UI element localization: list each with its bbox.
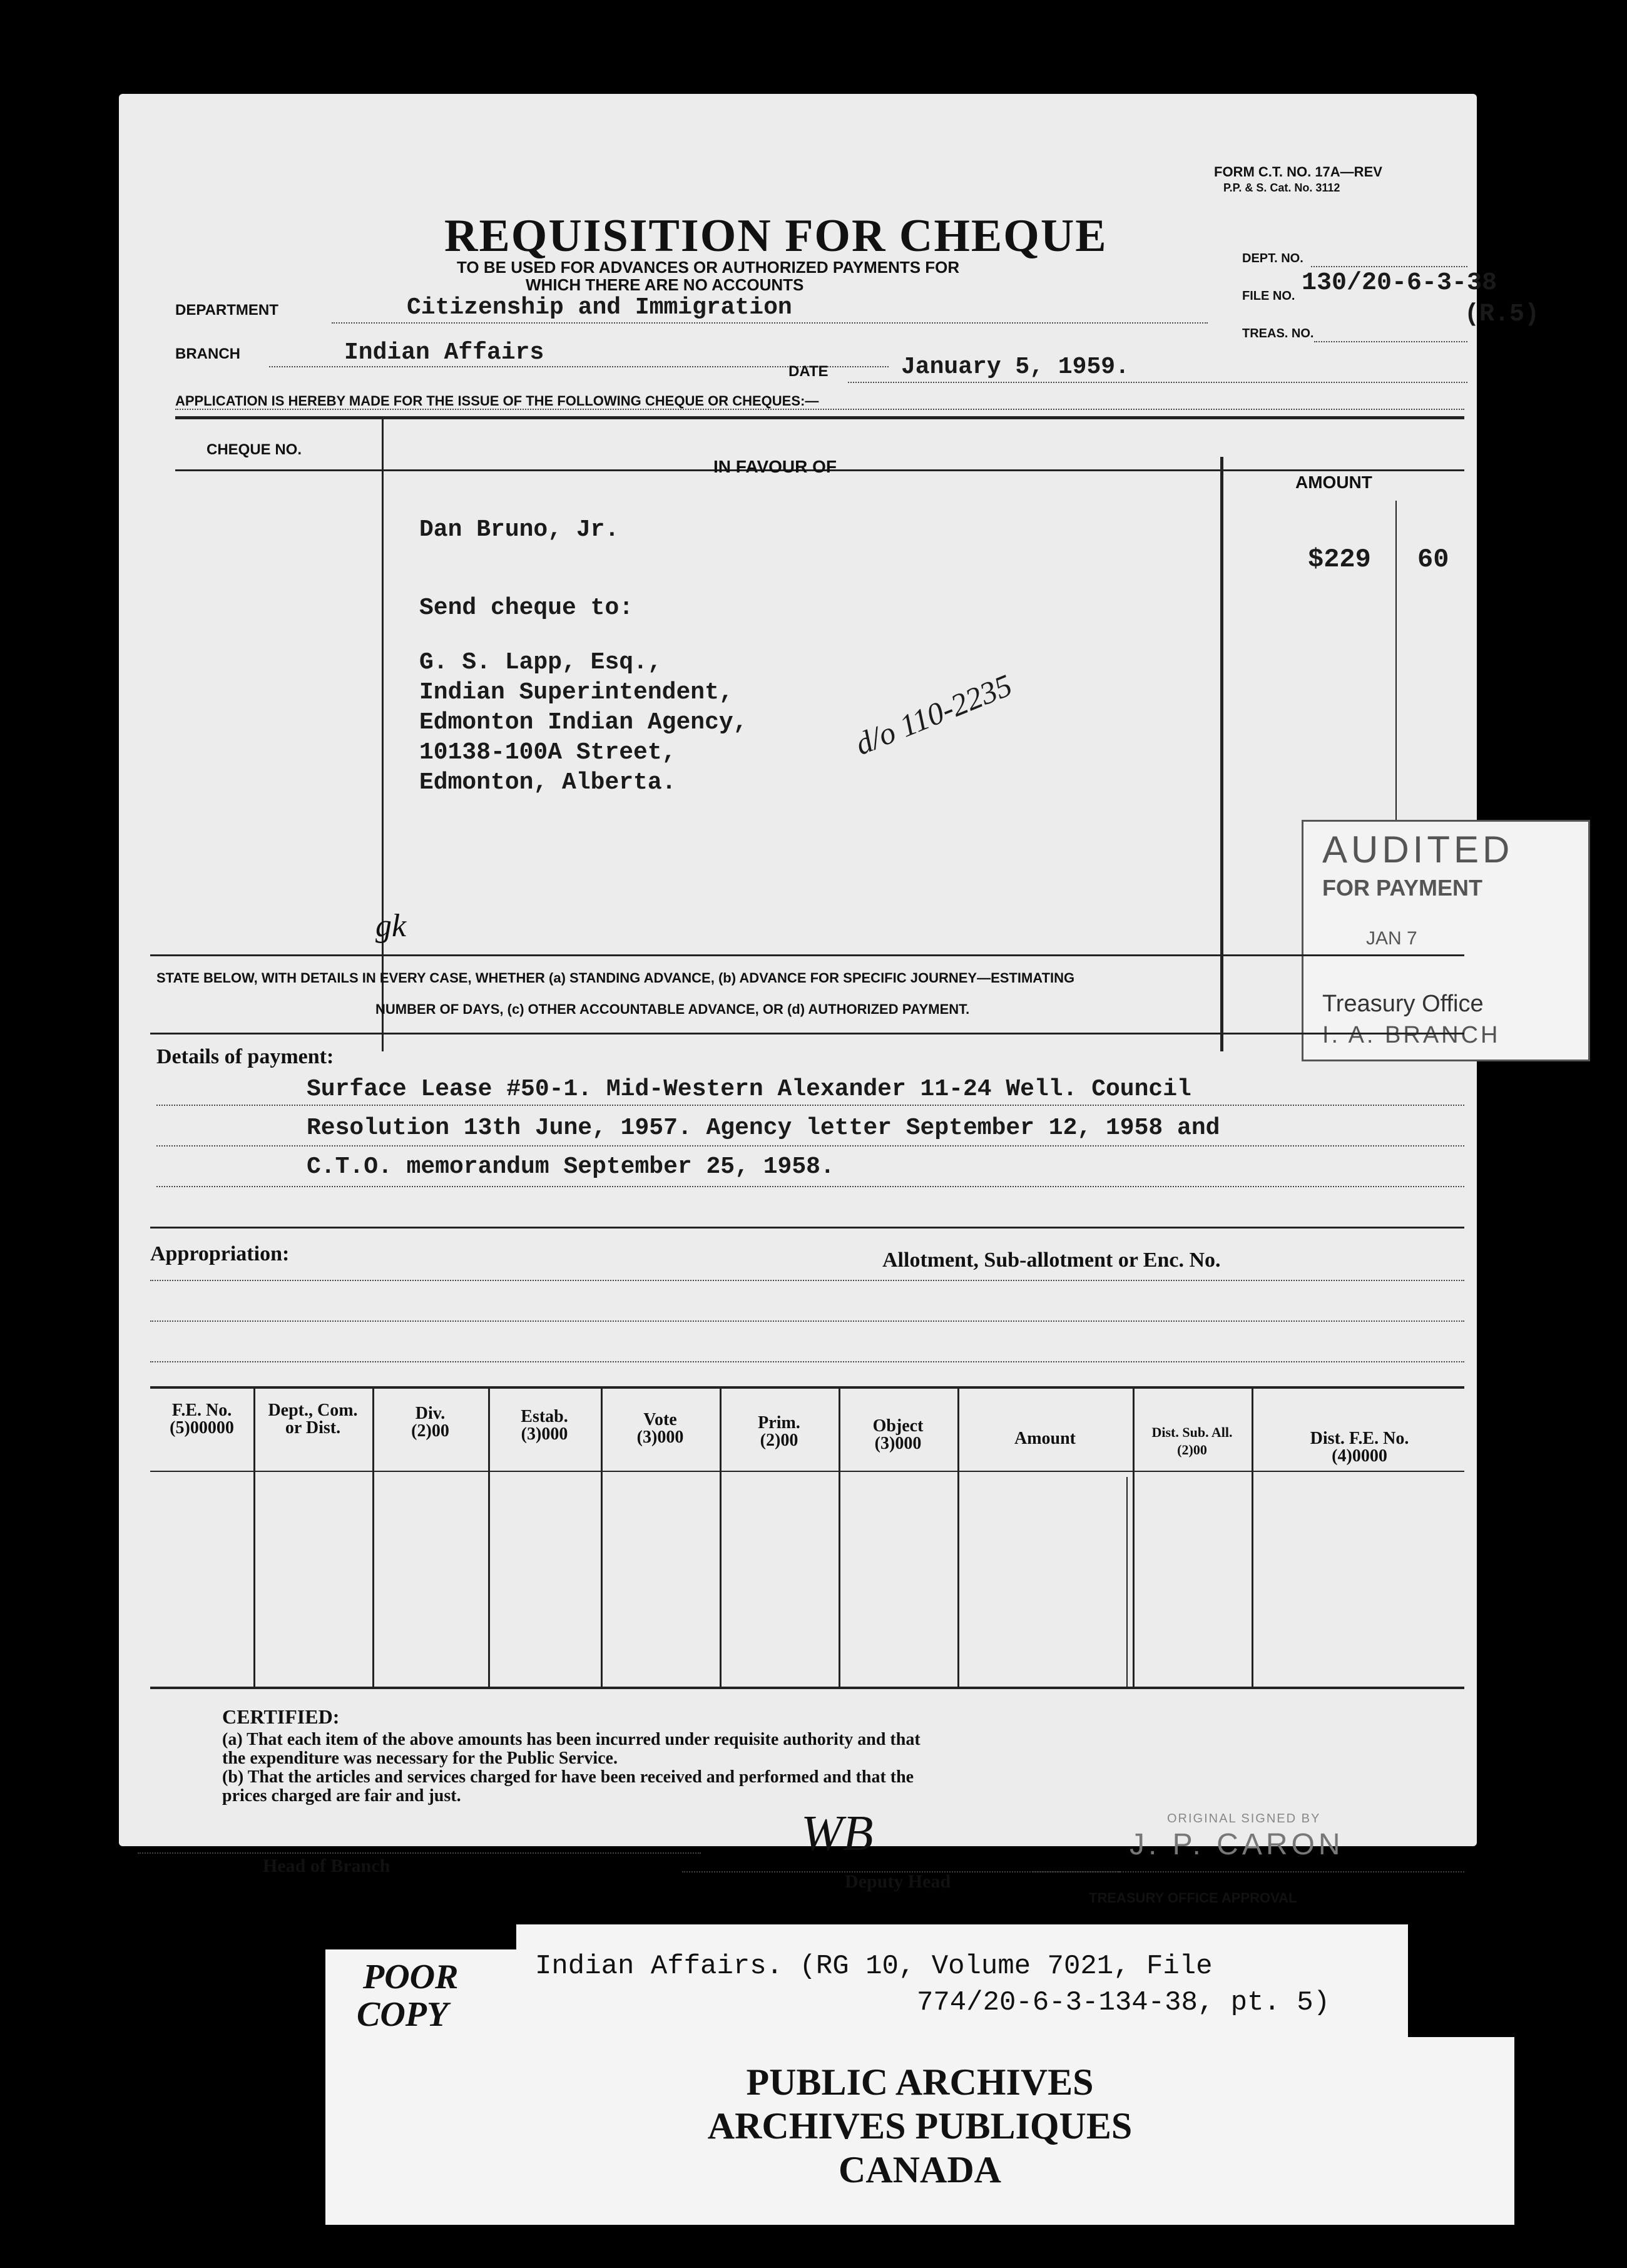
form-number: FORM C.T. NO. 17A—REV (1214, 164, 1382, 180)
payee-address (419, 648, 748, 798)
col-dept-com: Dept., Com. or Dist. (268, 1401, 358, 1438)
file-no-label: FILE NO. (1242, 289, 1295, 303)
deputy-head-label: Deputy Head (845, 1871, 951, 1892)
original-signed-label: ORIGINAL SIGNED BY (1167, 1812, 1321, 1826)
deputy-head-initials: WB (801, 1806, 874, 1861)
archive-reference-line-2: 774/20-6-3-134-38, pt. 5) (917, 1987, 1330, 2018)
poor-copy-line-1: POOR (363, 1958, 459, 1996)
archive-reference-line-1: Indian Affairs. (RG 10, Volume 7021, File (535, 1951, 1213, 1982)
signer-name: J. P. CARON (1130, 1828, 1344, 1861)
audited-stamp (1302, 820, 1590, 1061)
department-label: DEPARTMENT (175, 302, 278, 319)
treasury-approval-label: TREASURY OFFICE APPROVAL (1089, 1890, 1297, 1906)
address-line: Edmonton, Alberta. (419, 769, 676, 796)
col-fe-no: F.E. No. (5)00000 (170, 1401, 234, 1438)
details-of-payment (307, 1070, 1220, 1187)
archives-line-1: PUBLIC ARCHIVES (746, 2061, 1094, 2103)
col-vote: Vote (3)000 (636, 1410, 684, 1447)
form-subtitle-1: TO BE USED FOR ADVANCES OR AUTHORIZED PAYMENTS FOR (457, 258, 960, 277)
handwritten-code: d/o 110-2235 (850, 667, 1017, 762)
stamp-line-3: JAN 7 (1366, 928, 1417, 949)
catalogue-number: P.P. & S. Cat. No. 3112 (1223, 181, 1340, 194)
archive-reference-label (516, 1924, 1408, 2056)
certified-label: CERTIFIED: (222, 1705, 340, 1728)
certified-a: (a) That each item of the above amounts has been incurred under requisite authority and that the expenditure was necessary for the Public Service. (222, 1730, 921, 1768)
branch-label: BRANCH (175, 345, 240, 362)
col-prim: Prim. (2)00 (758, 1413, 800, 1450)
amount-dollars: $229 (1308, 544, 1371, 575)
col-cheque-no: CHEQUE NO. (207, 441, 302, 458)
form-subtitle-2: WHICH THERE ARE NO ACCOUNTS (526, 275, 804, 294)
date-value: January 5, 1959. (901, 354, 1130, 381)
send-cheque-to: Send cheque to: (419, 595, 634, 621)
allotment-label: Allotment, Sub-allotment or Enc. No. (882, 1249, 1221, 1272)
poor-copy-line-2: COPY (357, 1995, 449, 2034)
head-of-branch-label: Head of Branch (263, 1856, 390, 1876)
treas-no-label: TREAS. NO. (1242, 327, 1314, 340)
state-below-line-2: NUMBER OF DAYS, (c) OTHER ACCOUNTABLE ADVANCE, OR (d) AUTHORIZED PAYMENT. (375, 1001, 970, 1017)
col-dist-fe-no: Dist. F.E. No. (4)0000 (1310, 1429, 1409, 1466)
payee-name: Dan Bruno, Jr. (419, 516, 620, 543)
col-dist-sub-all: Dist. Sub. All. (2)00 (1151, 1424, 1233, 1458)
archives-line-3: CANADA (839, 2149, 1001, 2190)
dept-no-label: DEPT. NO. (1242, 252, 1303, 265)
department-value: Citizenship and Immigration (407, 294, 792, 321)
public-archives-label (325, 2037, 1514, 2225)
state-below-line-1: STATE BELOW, WITH DETAILS IN EVERY CASE, WHETHER (a) STANDING ADVANCE, (b) ADVANCE FOR SPECIFIC JOURNEY—ESTIMATING (156, 970, 1075, 986)
stamp-line-5: I. A. BRANCH (1322, 1022, 1501, 1048)
certified-b: (b) That the articles and services charged for have been received and performed and that the prices charged are fair and just. (222, 1767, 914, 1806)
file-no-part: (R.5) (1464, 300, 1540, 329)
branch-value: Indian Affairs (344, 339, 544, 366)
stamp-line-2: FOR PAYMENT (1322, 875, 1483, 901)
col-in-favour-of: IN FAVOUR OF (713, 457, 837, 476)
details-label: Details of payment: (156, 1045, 334, 1068)
details-line: Resolution 13th June, 1957. Agency letter September 12, 1958 and (307, 1115, 1220, 1142)
handwritten-initials: gk (375, 908, 407, 944)
requisition-form (119, 94, 1540, 1906)
amount-cents: 60 (1417, 544, 1449, 575)
address-line: Edmonton Indian Agency, (419, 709, 748, 736)
col-estab: Estab. (3)000 (521, 1407, 568, 1444)
archives-line-2: ARCHIVES PUBLIQUES (707, 2105, 1133, 2147)
address-line: 10138-100A Street, (419, 739, 676, 766)
stamp-line-1: AUDITED (1322, 829, 1514, 871)
date-label: DATE (788, 363, 829, 380)
col-div: Div. (2)00 (411, 1404, 449, 1441)
col-amount: AMOUNT (1295, 472, 1372, 492)
details-line: C.T.O. memorandum September 25, 1958. (307, 1153, 835, 1180)
poor-copy-label (325, 1949, 519, 2043)
application-text: APPLICATION IS HEREBY MADE FOR THE ISSUE OF THE FOLLOWING CHEQUE OR CHEQUES:— (175, 393, 819, 409)
col-object: Object (3)000 (872, 1416, 924, 1453)
address-line: G. S. Lapp, Esq., (419, 649, 662, 676)
stamp-line-4: Treasury Office (1322, 991, 1484, 1017)
file-no-value: 130/20-6-3-38 (1302, 269, 1497, 297)
col-amount-coding: Amount (1014, 1429, 1076, 1448)
details-line: Surface Lease #50-1. Mid-Western Alexander 11-24 Well. Council (307, 1076, 1191, 1103)
address-line: Indian Superintendent, (419, 679, 733, 706)
form-title: REQUISITION FOR CHEQUE (444, 210, 1108, 262)
appropriation-label: Appropriation: (150, 1242, 290, 1265)
